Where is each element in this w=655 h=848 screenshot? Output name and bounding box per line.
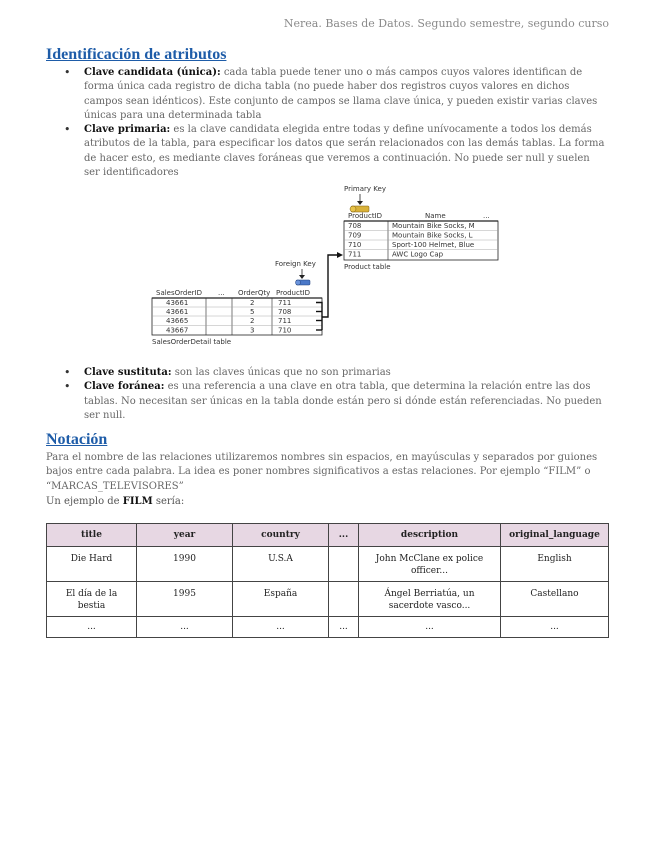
table-cell: 1995 <box>137 582 233 617</box>
table-cell: ... <box>137 617 233 638</box>
term-surrogate-key: Clave sustituta: <box>84 367 172 378</box>
arrow-head-icon <box>337 252 343 258</box>
film-example-line <box>46 495 612 509</box>
sales-cell: 708 <box>278 308 292 316</box>
column-header-more: ... <box>329 524 359 547</box>
sales-cell: 2 <box>250 299 255 307</box>
example-suffix: sería: <box>152 496 185 507</box>
sales-cell: 2 <box>250 317 255 325</box>
table-cell: El día de la bestia <box>47 582 137 617</box>
table-cell: ... <box>47 617 137 638</box>
column-header-original-language: original_language <box>501 524 609 547</box>
table-cell: ... <box>359 617 501 638</box>
column-header-year: year <box>137 524 233 547</box>
sales-cell: 711 <box>278 299 292 307</box>
product-cell: AWC Logo Cap <box>392 250 444 259</box>
table-cell <box>329 582 359 617</box>
column-header-country: country <box>233 524 329 547</box>
table-cell <box>329 547 359 582</box>
sales-cell: 43661 <box>166 299 189 307</box>
product-header-more: ... <box>483 212 490 220</box>
primary-key-label: Primary Key <box>344 185 386 193</box>
section-title-notation: Notación <box>46 431 108 448</box>
product-header-name: Name <box>425 212 446 220</box>
table-cell: 1990 <box>137 547 233 582</box>
sales-cell: 43661 <box>166 308 189 316</box>
table-cell: España <box>233 582 329 617</box>
list-item <box>46 123 608 180</box>
film-table <box>46 523 609 638</box>
section-title-identification: Identificación de atributos <box>46 46 227 63</box>
product-table-caption: Product table <box>344 263 391 271</box>
sales-cell: 43667 <box>166 326 189 335</box>
sales-header-salesorderid: SalesOrderID <box>156 289 202 297</box>
bullet-list-keys-2 <box>46 366 608 423</box>
product-cell: 708 <box>348 222 362 230</box>
example-prefix: Un ejemplo de <box>46 496 123 507</box>
sales-cell: 710 <box>278 326 292 335</box>
table-cell: ... <box>233 617 329 638</box>
table-cell: ... <box>329 617 359 638</box>
sales-header-orderqty: OrderQty <box>238 289 271 297</box>
sales-table-caption: SalesOrderDetail table <box>152 338 232 346</box>
table-cell: John McClane ex police officer... <box>359 547 501 582</box>
sales-cell: 3 <box>250 326 255 335</box>
definition-text: cada tabla puede tener uno o más campos cuyos valores identifican de forma única cada registro de dicha tabla (no puede haber dos registros cuyos valores en dichos campos sean idénticos). Este conjunto de campos se llama clave única, y pueden existir varias claves únicas para una determinada tabla <box>84 67 598 121</box>
product-cell: 711 <box>348 250 362 259</box>
product-cell: Mountain Bike Socks, L <box>392 231 473 240</box>
table-header-row <box>47 524 609 547</box>
table-cell: English <box>501 547 609 582</box>
page-header: Nerea. Bases de Datos. Segundo semestre, segundo curso <box>283 17 609 30</box>
foreign-key-icon <box>296 280 311 285</box>
sales-cell: 43665 <box>166 317 189 325</box>
definition-text: son las claves únicas que no son primarias <box>171 367 391 378</box>
bullet-list-keys <box>46 66 608 180</box>
term-primary-key: Clave primaria: <box>84 124 171 136</box>
column-header-title: title <box>47 524 137 547</box>
sales-header-more: ... <box>218 289 225 297</box>
table-cell: Die Hard <box>47 547 137 582</box>
primary-foreign-key-diagram <box>148 182 508 352</box>
sales-header-productid: ProductID <box>276 289 311 297</box>
table-row <box>47 617 609 638</box>
list-item <box>46 66 608 123</box>
example-relation-name: FILM <box>122 496 153 507</box>
definition-text: es la clave candidata elegida entre todas y define unívocamente a todos los demás atributos de la tabla, para especificar los datos que serán relacionados con las demás tablas. La forma de hacer esto, es mediante claves foráneas que veremos a continuación. No puede ser null y suelen ser identificadores <box>84 124 605 179</box>
list-item <box>46 366 608 380</box>
product-cell: 710 <box>348 241 362 249</box>
term-foreign-key: Clave foránea: <box>84 381 165 393</box>
product-cell: Sport-100 Helmet, Blue <box>392 241 475 249</box>
table-cell: U.S.A <box>233 547 329 582</box>
table-row <box>47 582 609 617</box>
term-candidate-key: Clave candidata (única): <box>84 67 221 78</box>
table-cell: ... <box>501 617 609 638</box>
definition-text: es una referencia a una clave en otra tabla, que determina la relación entre las dos tablas. No necesitan ser únicas en la tabla donde están pero si dónde están referenciadas. No pueden ser null. <box>84 381 602 421</box>
notation-paragraph: Para el nombre de las relaciones utilizaremos nombres sin espacios, en mayúsculas y separados por guiones bajos entre cada palabra. La idea es poner nombres significativos a estas relaciones. Por ejemplo “FILM” o “MARCAS_TELEVISORES” <box>46 452 598 492</box>
product-cell: Mountain Bike Socks, M <box>392 222 475 230</box>
foreign-key-label: Foreign Key <box>275 260 316 268</box>
table-cell: Castellano <box>501 582 609 617</box>
column-header-description: description <box>359 524 501 547</box>
sales-cell: 5 <box>250 308 255 316</box>
table-cell: Ángel Berriatúa, un sacerdote vasco... <box>359 582 501 617</box>
product-header-productid: ProductID <box>348 212 383 220</box>
list-item <box>46 380 608 423</box>
table-row <box>47 547 609 582</box>
sales-cell: 711 <box>278 317 292 325</box>
product-cell: 709 <box>348 231 362 240</box>
